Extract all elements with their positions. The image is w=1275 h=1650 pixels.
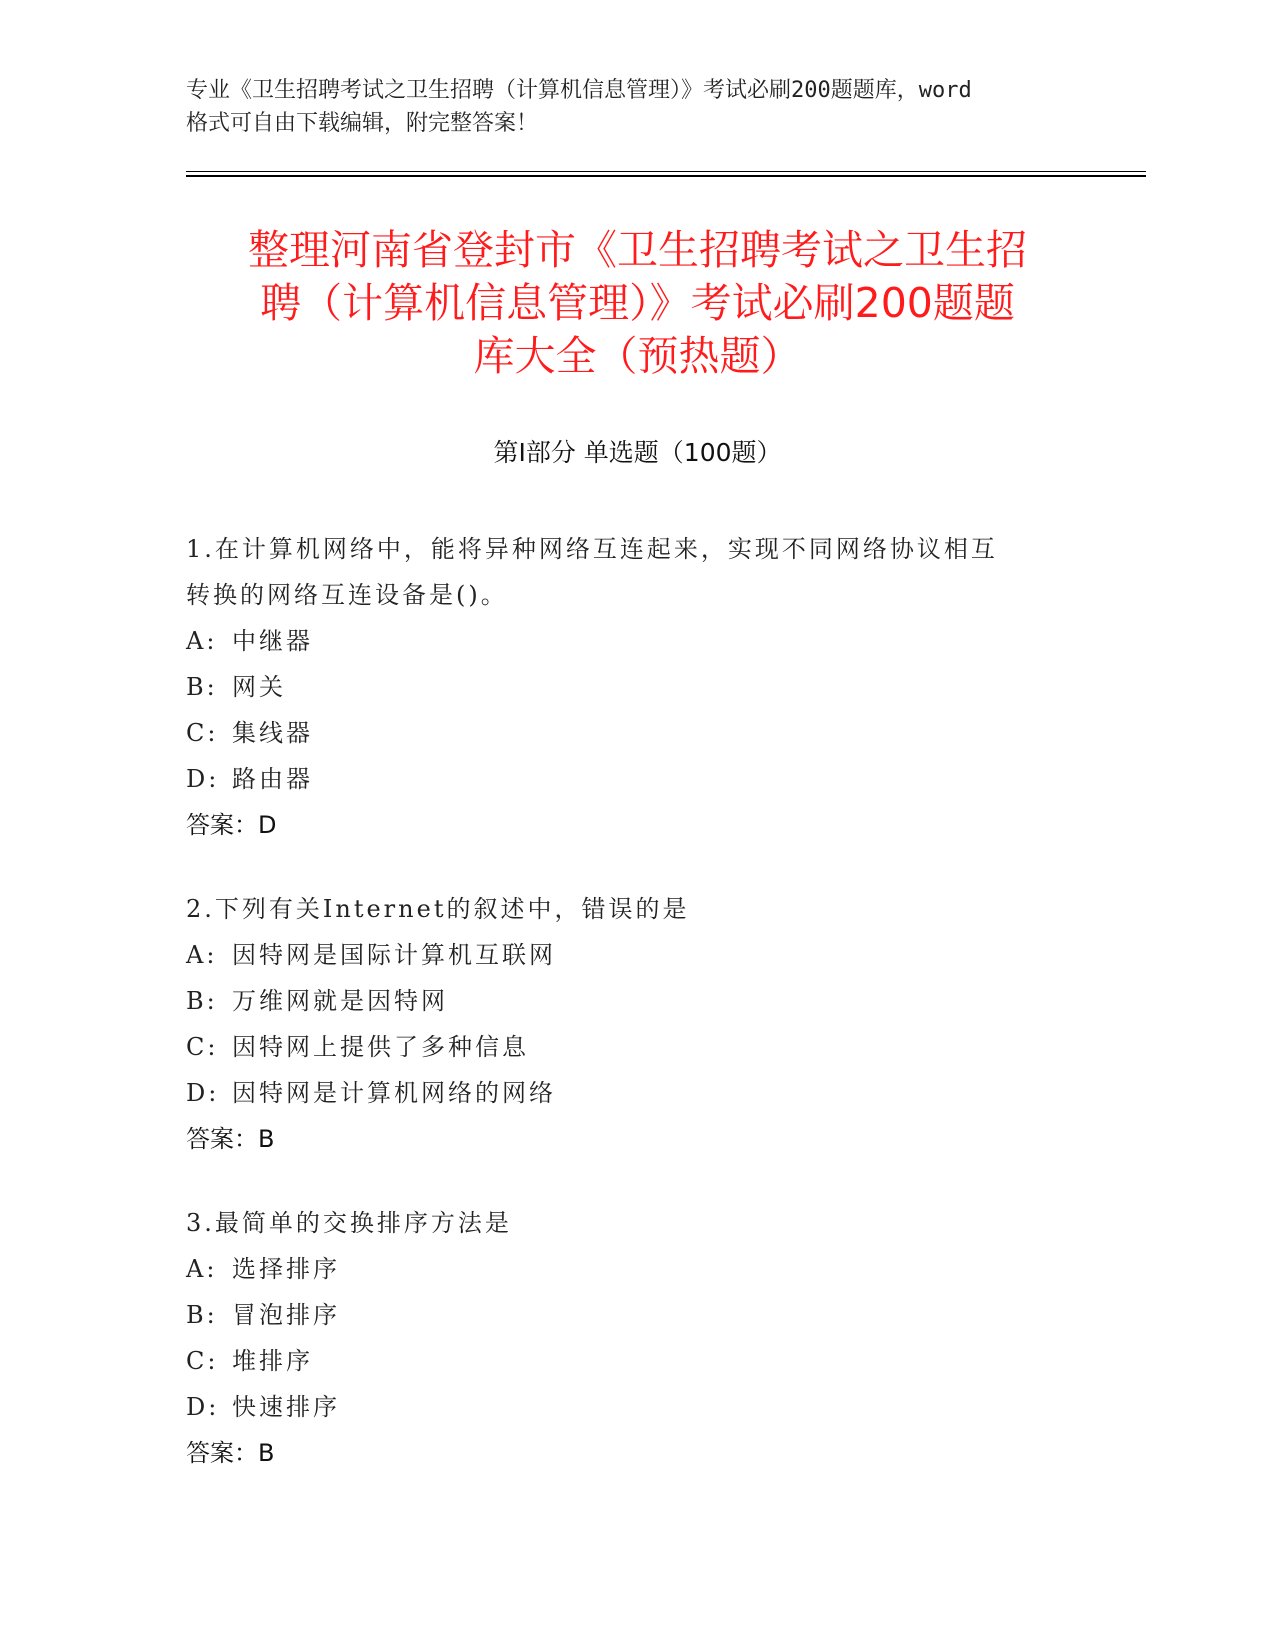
option-key: D: [186, 1079, 220, 1107]
header-rule-thin [186, 171, 1146, 172]
section-heading: 第Ⅰ部分 单选题（100题） [493, 438, 782, 467]
question-stem: 3.最简单的交换排序方法是 [186, 1209, 512, 1237]
header-note-line-2: 格式可自由下载编辑，附完整答案！ [186, 111, 539, 136]
option-a [186, 932, 1086, 978]
header-note-line-1: 专业《卫生招聘考试之卫生招聘（计算机信息管理）》考试必刷200题题库，word [186, 78, 972, 103]
option-text: 选择排序 [232, 1255, 340, 1283]
option-b [186, 1292, 1086, 1338]
option-c [186, 1024, 1086, 1070]
option-d [186, 756, 1086, 802]
option-key: C: [186, 1033, 219, 1061]
question-list [186, 526, 1086, 1514]
option-key: A: [186, 941, 218, 969]
option-key: A: [186, 1255, 218, 1283]
document-title-line-1: 整理河南省登封市《卫生招聘考试之卫生招 [248, 226, 1027, 274]
option-key: D: [186, 765, 220, 793]
option-text: 路由器 [232, 765, 313, 793]
option-a [186, 1246, 1086, 1292]
document-title-line-3: 库大全（预热题） [473, 332, 802, 380]
option-key: C: [186, 719, 219, 747]
option-text: 网关 [232, 673, 286, 701]
question-1 [186, 526, 1086, 848]
option-key: C: [186, 1347, 219, 1375]
option-a [186, 618, 1086, 664]
option-text: 集线器 [232, 719, 313, 747]
option-text: 快速排序 [232, 1393, 340, 1421]
document-title [150, 224, 1125, 383]
option-text: 冒泡排序 [232, 1301, 340, 1329]
option-b [186, 664, 1086, 710]
option-key: A: [186, 627, 218, 655]
option-c [186, 1338, 1086, 1384]
answer: 答案：B [186, 1125, 275, 1153]
question-stem: 2.下列有关Internet的叙述中，错误的是 [186, 895, 690, 923]
option-key: B: [186, 987, 218, 1015]
question-3 [186, 1200, 1086, 1476]
question-stem-continued: 转换的网络互连设备是()。 [186, 581, 508, 609]
option-d [186, 1070, 1086, 1116]
option-key: B: [186, 1301, 218, 1329]
question-stem: 1.在计算机网络中，能将异种网络互连起来，实现不同网络协议相互 [186, 535, 998, 563]
option-c [186, 710, 1086, 756]
option-key: D: [186, 1393, 220, 1421]
header-rule-thick [186, 175, 1146, 177]
header-note [186, 74, 1086, 140]
option-b [186, 978, 1086, 1024]
option-text: 中继器 [232, 627, 313, 655]
option-text: 因特网是计算机网络的网络 [232, 1079, 556, 1107]
option-text: 万维网就是因特网 [232, 987, 448, 1015]
answer: 答案：B [186, 1439, 275, 1467]
question-2 [186, 886, 1086, 1162]
option-text: 因特网上提供了多种信息 [232, 1033, 529, 1061]
option-text: 堆排序 [232, 1347, 313, 1375]
answer: 答案：D [186, 811, 277, 839]
option-d [186, 1384, 1086, 1430]
option-text: 因特网是国际计算机互联网 [232, 941, 556, 969]
option-key: B: [186, 673, 218, 701]
document-title-line-2: 聘（计算机信息管理）》考试必刷200题题 [260, 279, 1015, 327]
